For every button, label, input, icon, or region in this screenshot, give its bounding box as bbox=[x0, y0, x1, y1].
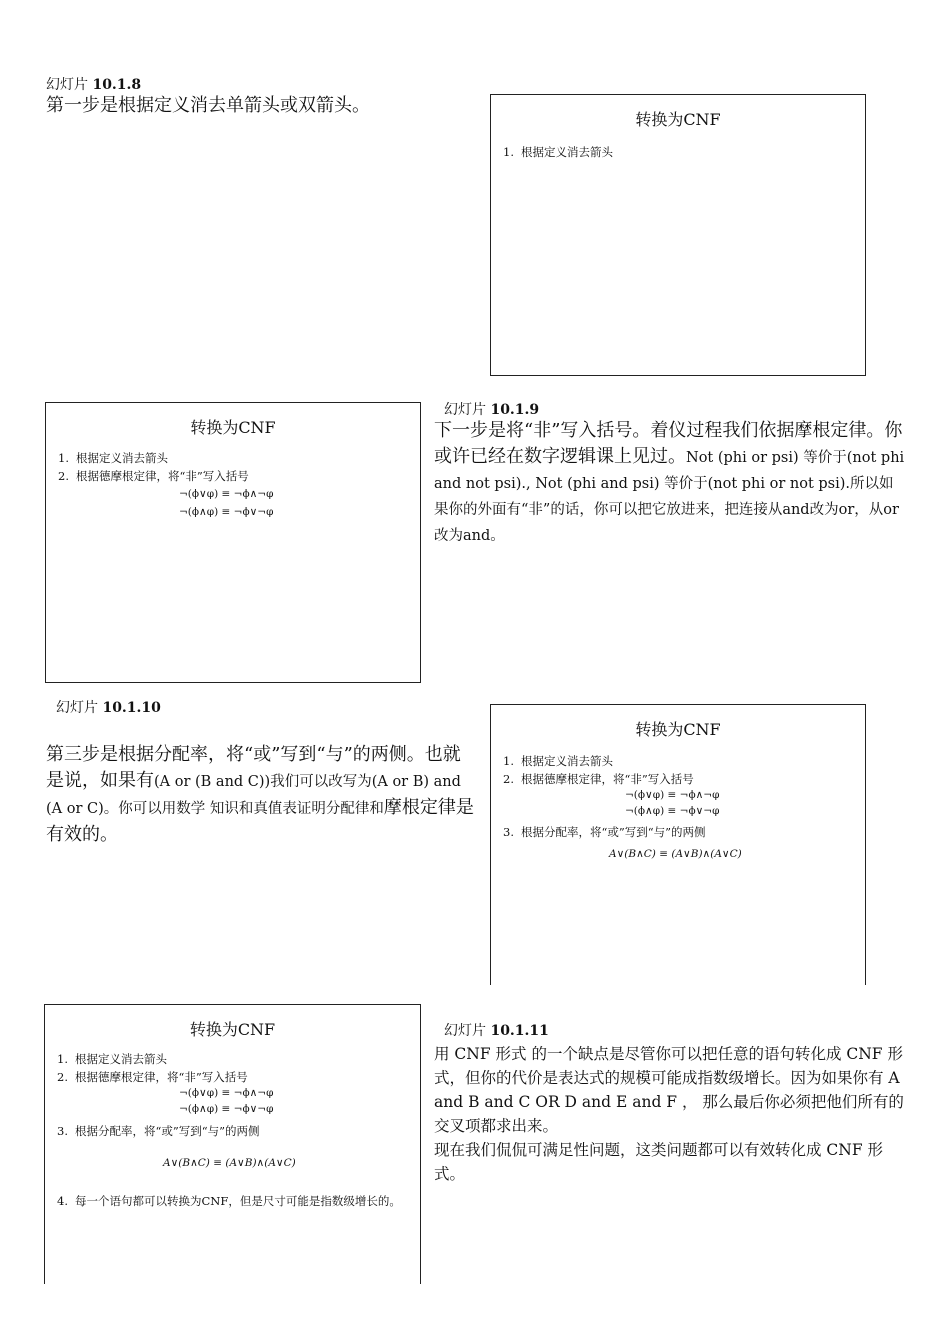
slide-title: 转换为CNF bbox=[635, 110, 721, 129]
slide-list bbox=[57, 1050, 248, 1086]
slide-list bbox=[57, 1122, 260, 1140]
slide-list-item: 1. 根据定义消去箭头 bbox=[57, 1052, 167, 1066]
slide-list-item: 1. 根据定义消去箭头 bbox=[503, 754, 613, 768]
slide-label-10-1-9: 幻灯片 10.1.9 bbox=[444, 402, 540, 418]
slide-list-item: 2. 根据德摩根定律，将“非”写入括号 bbox=[58, 469, 249, 483]
de-morgan-formula-1: ¬(ϕ∨φ) ≡ ¬ϕ∧¬φ bbox=[179, 1087, 274, 1099]
distributive-formula: A∨(B∧C) ≡ (A∨B)∧(A∨C) bbox=[163, 1157, 296, 1169]
slide-thumbnail-10-1-9 bbox=[45, 402, 421, 683]
slide-list-item: 2. 根据德摩根定律，将“非”写入括号 bbox=[503, 772, 694, 786]
slide-title: 转换为CNF bbox=[635, 720, 721, 739]
slide-title: 转换为CNF bbox=[189, 1020, 276, 1039]
note-10-1-10: 第三步是根据分配率，将“或”写到“与”的两侧。也就是说，如果有(A or (B and C))我们可以改写为(A or B) and (A or C)。你可以用数学 知识和真值表证明分配律和摩根定律是有效的。 bbox=[46, 744, 474, 845]
de-morgan-formula-1: ¬(ϕ∨φ) ≡ ¬ϕ∧¬φ bbox=[625, 789, 720, 801]
de-morgan-formula-2: ¬(ϕ∧φ) ≡ ¬ϕ∨¬φ bbox=[179, 1103, 274, 1115]
slide-list bbox=[503, 823, 706, 841]
de-morgan-formula-1: ¬(ϕ∨φ) ≡ ¬ϕ∧¬φ bbox=[179, 488, 274, 500]
slide-list-item: 2. 根据德摩根定律，将“非”写入括号 bbox=[57, 1070, 248, 1084]
slide-label-10-1-8: 幻灯片 10.1.8 bbox=[46, 77, 142, 93]
de-morgan-formula-2: ¬(ϕ∧φ) ≡ ¬ϕ∨¬φ bbox=[179, 506, 274, 518]
note-10-1-11: 用 CNF 形式 的一个缺点是尽管你可以把任意的语句转化成 CNF 形式，但你的代价是表达式的规模可能成指数级增长。因为如果你有 A and B and C OR D and E and F ， 那么最后你必须把他们所有的交叉项都求出来。 现在我们侃侃可满足性问题，这类问题都可以有效转化成 CNF 形式。 bbox=[434, 1045, 904, 1183]
slide-list bbox=[58, 449, 249, 485]
slide-thumbnail-10-1-11 bbox=[44, 1004, 421, 1284]
slide-list-item: 4. 每一个语句都可以转换为CNF，但是尺寸可能是指数级增长的。 bbox=[57, 1194, 401, 1208]
slide-list-item: 3. 根据分配率，将“或”写到“与”的两侧 bbox=[503, 825, 706, 839]
slide-list bbox=[503, 752, 694, 788]
slide-list bbox=[503, 143, 613, 161]
slide-title: 转换为CNF bbox=[190, 418, 276, 437]
de-morgan-formula-2: ¬(ϕ∧φ) ≡ ¬ϕ∨¬φ bbox=[625, 805, 720, 817]
slide-thumbnail-10-1-10 bbox=[490, 704, 866, 985]
note-10-1-9: 下一步是将“非”写入括号。着仪过程我们依据摩根定律。你或许已经在数字逻辑课上见过。Not (phi or psi) 等价于(not phi and not psi)., Not (phi and psi) 等价于(not phi or not psi).所以如果你的外面有“非”的话，你可以把它放进来，把连接从and改为or，从or改为and。 bbox=[434, 420, 905, 544]
slide-label-10-1-10: 幻灯片 10.1.10 bbox=[56, 700, 161, 716]
slide-label-10-1-11: 幻灯片 10.1.11 bbox=[444, 1023, 549, 1039]
slide-thumbnail-10-1-8 bbox=[490, 94, 866, 376]
note-10-1-8: 第一步是根据定义消去单箭头或双箭头。 bbox=[46, 95, 370, 116]
slide-list-item: 3. 根据分配率，将“或”写到“与”的两侧 bbox=[57, 1124, 260, 1138]
slide-list-item: 1. 根据定义消去箭头 bbox=[58, 451, 168, 465]
slide-list-item: 1. 根据定义消去箭头 bbox=[503, 145, 613, 159]
distributive-formula: A∨(B∧C) ≡ (A∨B)∧(A∨C) bbox=[609, 848, 742, 860]
slide-list bbox=[57, 1192, 402, 1210]
